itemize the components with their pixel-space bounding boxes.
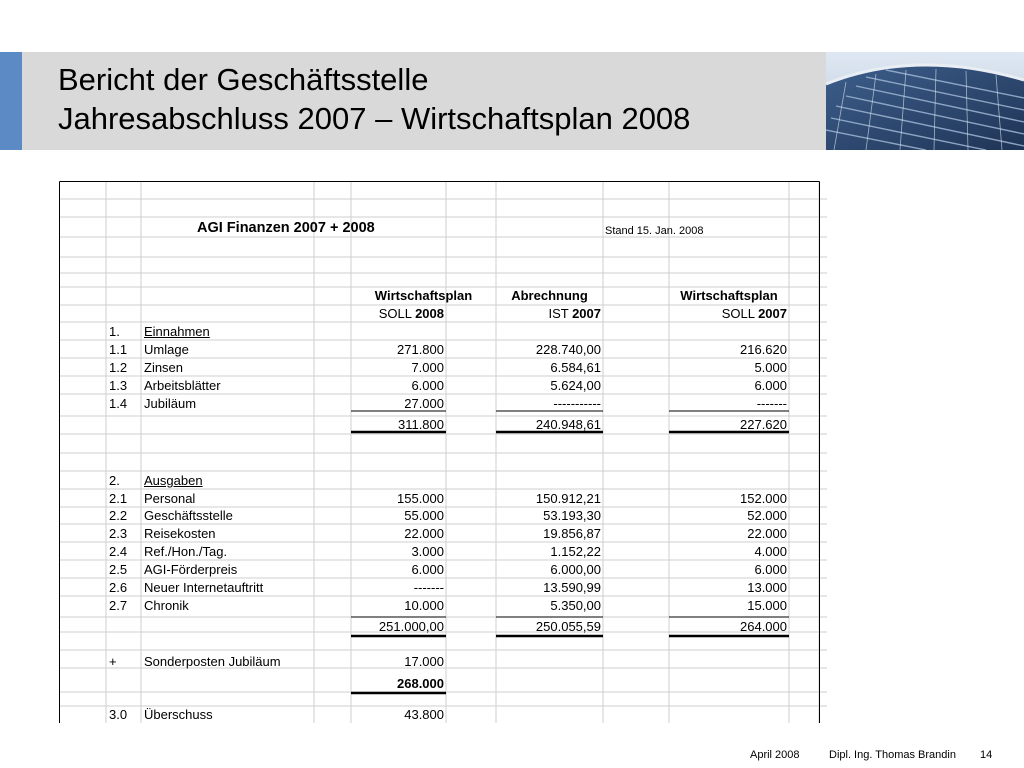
section-number: 2. (109, 473, 120, 488)
row-number: 2.6 (109, 580, 128, 595)
row-value-ist-2007: ----------- (553, 396, 601, 411)
row-value-ist-2007: 19.856,87 (543, 526, 601, 541)
row-value-plan-2007: ------- (756, 396, 787, 411)
row-label: Zinsen (144, 360, 184, 375)
row-number: 1.4 (109, 396, 128, 411)
row-value-plan-2007: 22.000 (747, 526, 787, 541)
row-value-ist-2007: 6.000,00 (550, 562, 601, 577)
surplus-value: 43.800 (404, 707, 444, 722)
airport-roof-photo (826, 52, 1024, 150)
header-accent-bar (0, 52, 22, 150)
row-value-plan-2008: 271.800 (397, 342, 444, 357)
column-header-plan-2008: Wirtschaftsplan (374, 288, 473, 303)
row-value-plan-2008: 27.000 (404, 396, 444, 411)
row-number: 2.1 (109, 491, 128, 506)
row-value-plan-2007: 216.620 (740, 342, 787, 357)
expenses-total-plan-2007: 264.000 (740, 619, 787, 634)
spreadsheet-grid (59, 181, 827, 723)
footer-date: April 2008 (750, 749, 800, 761)
column-subheader-soll-2007: SOLL 2007 (721, 306, 787, 321)
row-number: 2.4 (109, 544, 128, 559)
row-number: 2.7 (109, 598, 128, 613)
row-label: Ref./Hon./Tag. (144, 544, 228, 559)
slide-subtitle: Jahresabschluss 2007 – Wirtschaftsplan 2008 (58, 101, 691, 136)
income-total-plan-2007: 227.620 (740, 417, 787, 432)
footer-page-number: 14 (980, 749, 993, 761)
row-number: 1.1 (109, 342, 128, 357)
row-value-plan-2007: 4.000 (754, 544, 787, 559)
row-label: AGI-Förderpreis (144, 562, 238, 577)
row-value-plan-2007: 15.000 (747, 598, 787, 613)
column-header-abrechnung: Abrechnung (511, 288, 588, 303)
row-value-ist-2007: 53.193,30 (543, 508, 601, 523)
section-heading-ausgaben: Ausgaben (144, 473, 203, 488)
row-label: Geschäftsstelle (144, 508, 233, 523)
expenses-total-ist-2007: 250.055,59 (535, 619, 601, 634)
footer-author: Dipl. Ing. Thomas Brandin (829, 749, 956, 761)
row-label: Jubiläum (144, 396, 197, 411)
special-item-label: Sonderposten Jubiläum (144, 654, 281, 669)
special-item-value: 17.000 (404, 654, 444, 669)
row-value-ist-2007: 228.740,00 (535, 342, 601, 357)
row-number: 2.5 (109, 562, 128, 577)
row-label: Arbeitsblätter (144, 378, 221, 393)
income-total-plan-2008: 311.800 (397, 417, 444, 432)
grand-total-value: 268.000 (397, 676, 444, 691)
row-value-plan-2007: 6.000 (754, 562, 787, 577)
column-subheader-soll-2008: SOLL 2008 (378, 306, 444, 321)
row-label: Umlage (144, 342, 189, 357)
income-total-ist-2007: 240.948,61 (535, 417, 601, 432)
row-label: Neuer Internetauftritt (144, 580, 264, 595)
row-value-ist-2007: 5.350,00 (550, 598, 601, 613)
row-label: Reisekosten (144, 526, 216, 541)
row-value-plan-2008: 7.000 (411, 360, 444, 375)
row-value-plan-2008: 6.000 (411, 562, 444, 577)
row-value-plan-2007: 152.000 (740, 491, 787, 506)
section-heading-einnahmen: Einnahmen (144, 324, 210, 339)
row-value-plan-2008: 55.000 (404, 508, 444, 523)
row-value-ist-2007: 13.590,99 (543, 580, 601, 595)
row-value-plan-2007: 13.000 (747, 580, 787, 595)
row-number: 1.3 (109, 378, 128, 393)
surplus-label: Überschuss (144, 707, 213, 722)
slide-title: Bericht der Geschäftsstelle (58, 62, 429, 97)
special-item-marker: + (109, 654, 117, 669)
sheet-title: AGI Finanzen 2007 + 2008 (197, 220, 375, 236)
finance-spreadsheet (59, 181, 827, 723)
row-value-plan-2008: 155.000 (397, 491, 444, 506)
row-value-plan-2008: 10.000 (404, 598, 444, 613)
surplus-number: 3.0 (109, 707, 128, 722)
row-value-plan-2008: 6.000 (411, 378, 444, 393)
row-value-plan-2007: 52.000 (747, 508, 787, 523)
row-value-ist-2007: 1.152,22 (550, 544, 601, 559)
section-number: 1. (109, 324, 120, 339)
row-value-ist-2007: 5.624,00 (550, 378, 601, 393)
row-value-ist-2007: 6.584,61 (550, 360, 601, 375)
row-value-plan-2007: 5.000 (754, 360, 787, 375)
row-label: Chronik (144, 598, 189, 613)
row-number: 1.2 (109, 360, 128, 375)
row-number: 2.2 (109, 508, 128, 523)
row-value-plan-2007: 6.000 (754, 378, 787, 393)
row-value-plan-2008: 22.000 (404, 526, 444, 541)
column-subheader-ist-2007: IST 2007 (548, 306, 601, 321)
row-label: Personal (144, 491, 196, 506)
stand-date: Stand 15. Jan. 2008 (605, 225, 704, 237)
expenses-total-plan-2008: 251.000,00 (378, 619, 444, 634)
row-value-plan-2008: 3.000 (411, 544, 444, 559)
row-number: 2.3 (109, 526, 128, 541)
row-value-plan-2008: ------- (413, 580, 444, 595)
row-value-ist-2007: 150.912,21 (535, 491, 601, 506)
column-header-plan-2007: Wirtschaftsplan (680, 288, 778, 303)
